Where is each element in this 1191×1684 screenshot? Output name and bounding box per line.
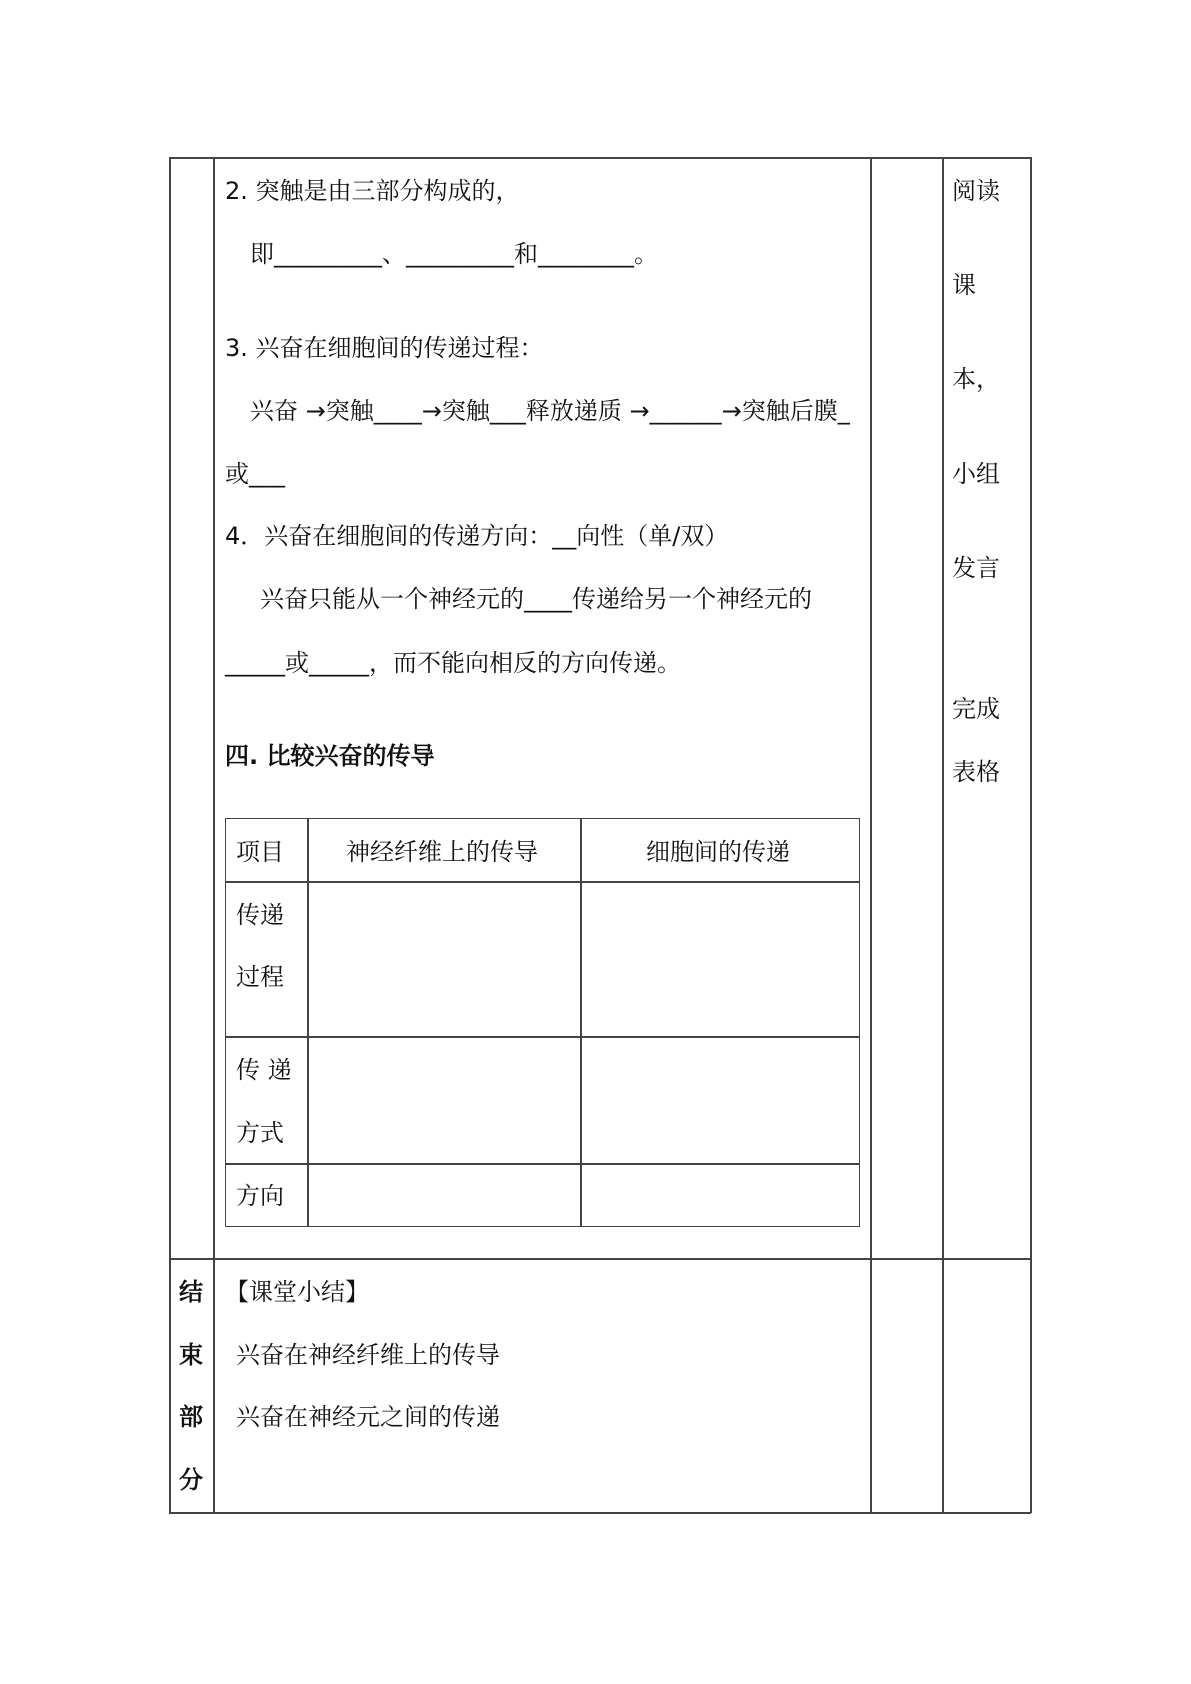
note-line: 阅读 [952,177,1000,205]
item4-line2: _____或_____，而不能向相反的方向传递。 [225,649,681,677]
item4-line1: 兴奋只能从一个神经元的____传递给另一个神经元的 [260,585,812,613]
table-header-conduction: 神经纤维上的传导 [346,838,538,866]
row-label-mode: 传 递 [236,1056,292,1084]
table-cell [307,881,582,1038]
note-line: 本， [952,365,1000,393]
table-top-border [169,157,1031,159]
column-divider-3 [942,157,944,1513]
item3-process-line2: 或___ [225,460,285,488]
end-label-char: 结 [179,1278,203,1306]
column-divider-2 [870,157,872,1513]
table-bottom-border [169,1512,1031,1514]
item4-title: 4．兴奋在细胞间的传递方向：__向性（单/双） [225,522,729,550]
table-cell [307,1036,582,1165]
note-line: 小组 [952,460,1000,488]
column-divider-1 [213,157,215,1513]
summary-line: 兴奋在神经纤维上的传导 [236,1341,500,1369]
table-left-border [169,157,171,1513]
row-label-process: 过程 [236,963,284,991]
table-middle-border [169,1258,1031,1260]
table-cell [580,881,860,1038]
item2-title: 2. 突触是由三部分构成的， [225,177,520,205]
table-cell [307,1163,582,1227]
section4-title: 四. 比较兴奋的传导 [225,742,435,770]
end-label-char: 部 [179,1403,203,1431]
row-label-process: 传递 [236,901,284,929]
summary-title: 【课堂小结】 [225,1278,369,1306]
note-line: 发言 [952,554,1000,582]
item3-title: 3. 兴奋在细胞间的传递过程： [225,334,544,362]
item2-blanks: 即_________、_________和________。 [250,240,658,268]
item3-process-line: 兴奋 →突触____→突触___释放递质 →______→突触后膜_ [250,397,850,425]
note-line: 表格 [952,758,1000,786]
table-cell [580,1036,860,1165]
end-label-char: 束 [179,1341,203,1369]
row-label-mode: 方式 [236,1119,284,1147]
table-header-item: 项目 [236,838,284,866]
row-label-direction: 方向 [236,1182,284,1210]
table-cell [580,1163,860,1227]
summary-line: 兴奋在神经元之间的传递 [236,1403,500,1431]
table-right-border [1030,157,1032,1513]
note-line: 完成 [952,695,1000,723]
note-line: 课 [952,271,976,299]
end-label-char: 分 [179,1466,203,1494]
table-header-transmission: 细胞间的传递 [646,838,790,866]
